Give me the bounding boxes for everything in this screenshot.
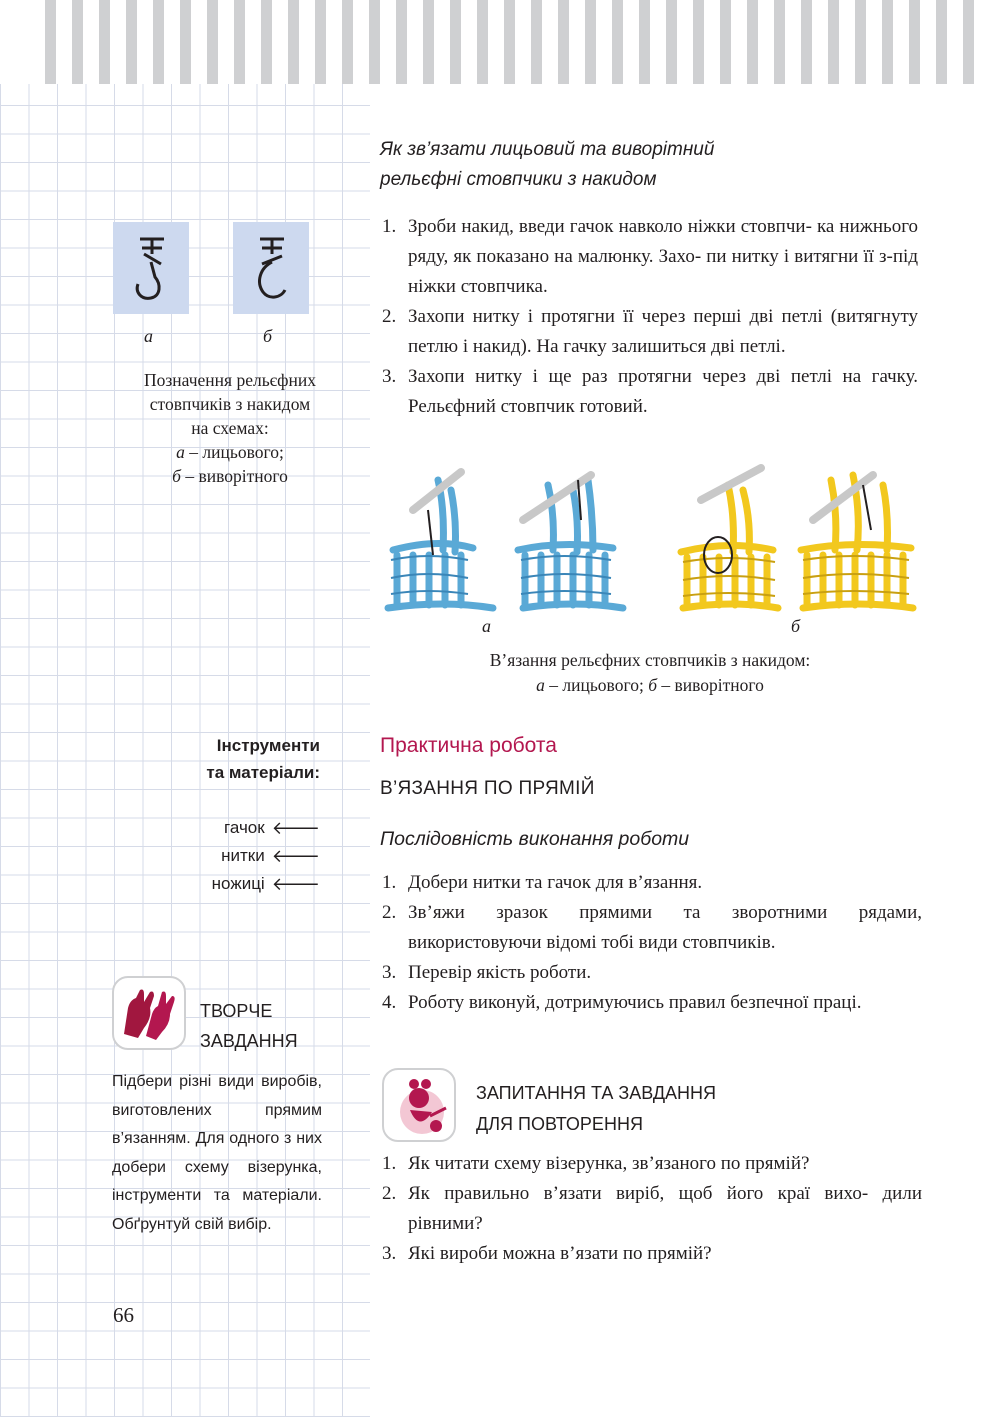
caption-text: – лицьового; — [544, 675, 649, 695]
caption-line: на схемах: — [191, 418, 269, 438]
item-number: 4. — [382, 992, 397, 1013]
header-stripes — [45, 0, 975, 84]
list-item — [382, 302, 918, 362]
gloves-icon — [112, 976, 186, 1050]
line: пи нитку і витягни її з-під ніжки стовпчика. — [408, 246, 918, 297]
blue-stitches-illustration — [388, 472, 623, 608]
tools-list — [170, 814, 320, 898]
line: Зв’яжи зразок прямими та зворотними рядами, — [408, 902, 922, 923]
title-line: Інструменти — [216, 736, 320, 755]
figure-label-b: б — [791, 616, 801, 636]
line: дили рівними? — [408, 1183, 922, 1234]
label-line: ЗАВДАННЯ — [200, 1031, 298, 1051]
line: Захопи нитку і ще раз протягни через дві петлі на — [408, 366, 862, 387]
list-item — [382, 212, 918, 302]
tool-item — [170, 842, 320, 870]
item-number: 2. — [382, 902, 397, 923]
creative-task-text: Підбери різні види виробів, виготовлених прямим в’язанням. Для одного з них добери схему візерунка, інструменти та матеріали. Обґрунтуй свій вибір. — [112, 1073, 322, 1233]
line: використовуючи відомі тобі види стовпчиків. — [408, 932, 776, 953]
arrow-left-icon: 🡐 — [271, 873, 320, 894]
caption-text: – виворітного — [657, 675, 764, 695]
caption-line: стовпчиків з накидом — [149, 394, 311, 414]
heading-line: Як зв’язати лицьовий та виворітний — [380, 139, 715, 160]
label-line: ТВОРЧЕ — [200, 1001, 273, 1021]
line: Як читати схему візерунка, зв’язаного по прямій? — [408, 1153, 810, 1174]
list-item — [382, 958, 922, 988]
tool-item — [170, 870, 320, 898]
line: Які вироби можна в’язати по прямій? — [408, 1243, 712, 1264]
arrow-left-icon: 🡐 — [271, 845, 320, 866]
list-item — [382, 1179, 922, 1239]
practical-steps — [382, 868, 922, 1018]
caption-text: – виворітного — [180, 466, 288, 486]
tool-label: ножиці — [211, 874, 265, 893]
item-number: 1. — [382, 872, 397, 893]
line: дві петлі. — [710, 336, 786, 357]
list-item — [382, 1239, 922, 1269]
caption-letter: б — [172, 466, 181, 486]
list-item — [382, 362, 918, 422]
item-number: 2. — [382, 1183, 397, 1204]
line: (витягнуту петлю і накид). На гачку залишиться — [408, 306, 919, 357]
intro-steps — [382, 212, 918, 422]
practical-subtitle: В’ЯЗАННЯ ПО ПРЯМІЙ — [380, 778, 595, 799]
list-item — [382, 988, 922, 1018]
list-item — [382, 1149, 922, 1179]
item-number: 3. — [382, 962, 397, 983]
creative-task-label — [200, 996, 298, 1056]
page-number: 66 — [113, 1303, 134, 1327]
caption-text: – лицьового; — [184, 442, 284, 462]
tool-label: гачок — [224, 818, 265, 837]
yellow-stitches-illustration — [681, 468, 913, 608]
heading-line: рельєфні стовпчики з накидом — [380, 169, 657, 190]
list-item — [382, 898, 922, 958]
figure-caption — [400, 648, 900, 698]
item-number: 3. — [382, 366, 397, 387]
caption-line: В’язання рельєфних стовпчиків з накидом: — [489, 650, 811, 670]
caption-line: Позначення рельєфних — [143, 370, 317, 390]
line: Добери нитки та гачок для в’язання. — [408, 872, 703, 893]
caption-letter: б — [648, 675, 657, 695]
questions-label — [476, 1078, 716, 1140]
line: Роботу виконуй, дотримуючись правил безпечної — [408, 992, 809, 1013]
line: Захопи нитку і протягни її через перші дві петлі — [408, 306, 823, 327]
line: гачку. Рельєфний стовпчик готовий. — [408, 366, 918, 417]
back-post-symbol — [233, 222, 309, 314]
tools-title — [170, 732, 320, 786]
knitting-character-icon — [382, 1068, 456, 1142]
line: Як правильно в’язати виріб, щоб його краї вихо- — [408, 1183, 869, 1204]
symbol-label-a: а — [144, 326, 153, 346]
list-item — [382, 868, 922, 898]
section-heading — [380, 135, 940, 195]
item-number: 3. — [382, 1243, 397, 1264]
figure-label-a: а — [482, 616, 491, 636]
arrow-left-icon: 🡐 — [271, 817, 320, 838]
item-number: 1. — [382, 1153, 397, 1174]
practical-work-title: Практична робота — [380, 734, 557, 757]
sequence-title: Послідовність виконання роботи — [380, 828, 690, 850]
tool-item — [170, 814, 320, 842]
item-number: 1. — [382, 216, 397, 237]
crochet-illustrations — [383, 460, 923, 620]
title-line: та матеріали: — [206, 763, 320, 782]
front-post-symbol — [113, 222, 189, 314]
line: ка нижнього ряду, як показано на малюнку. Захо- — [408, 216, 919, 267]
item-number: 2. — [382, 306, 397, 327]
tool-label: нитки — [221, 846, 265, 865]
caption-letter: а — [536, 675, 545, 695]
line: Перевір якість роботи. — [408, 962, 592, 983]
line: праці. — [813, 992, 862, 1013]
label-line: ЗАПИТАННЯ ТА ЗАВДАННЯ — [476, 1083, 717, 1103]
caption-letter: а — [176, 442, 185, 462]
line: Зроби накид, введи гачок навколо ніжки стовпчи- — [408, 216, 812, 237]
review-questions — [382, 1149, 922, 1269]
symbol-label-b: б — [263, 326, 273, 346]
symbols-caption — [95, 368, 365, 488]
label-line: ДЛЯ ПОВТОРЕННЯ — [476, 1114, 643, 1134]
